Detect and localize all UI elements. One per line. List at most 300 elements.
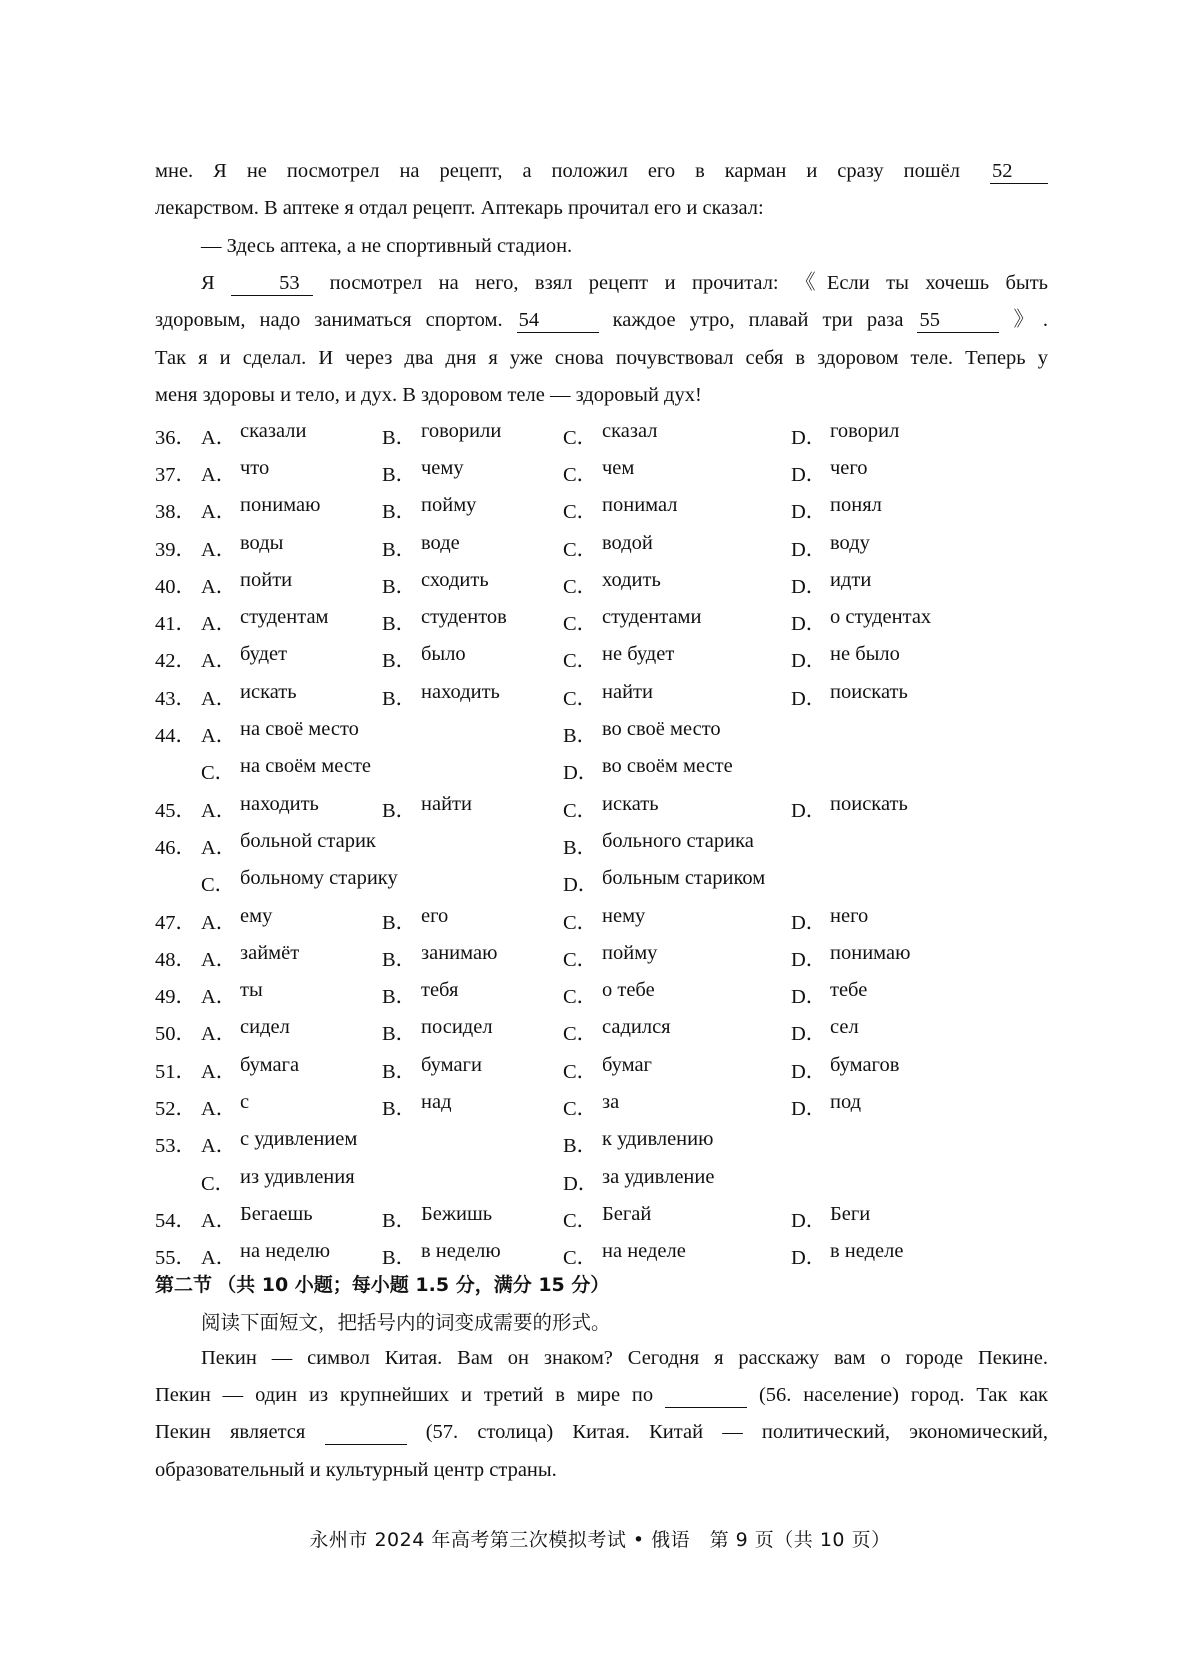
- option-d: [791, 1054, 1021, 1084]
- option-text: не будет: [602, 643, 675, 666]
- option-letter: C．: [563, 986, 598, 1009]
- option-letter: D．: [791, 948, 827, 971]
- option-letter: A．: [201, 836, 237, 859]
- blank-56: [665, 1385, 747, 1408]
- option-letter: B．: [382, 613, 417, 636]
- passage-line-1: [155, 153, 1048, 191]
- option-letter: C．: [201, 874, 236, 897]
- option-a: [201, 494, 382, 524]
- option-c: [201, 755, 563, 785]
- option-c: [563, 681, 791, 711]
- passage-text: Пекин является: [155, 1421, 306, 1443]
- option-letter: C．: [563, 799, 598, 822]
- question-number: 38．: [155, 501, 196, 524]
- passage-text: Пекин — один из крупнейших и третий в мире по: [155, 1384, 654, 1406]
- option-letter: C．: [201, 762, 236, 785]
- option-text: о тебе: [602, 979, 655, 1002]
- blank-57: [325, 1422, 407, 1445]
- question-row: [155, 1199, 1048, 1236]
- question-row: [155, 826, 1048, 863]
- option-letter: B．: [563, 836, 598, 859]
- question-number: 52．: [155, 1097, 196, 1120]
- option-d: [563, 755, 983, 785]
- option-text: нему: [602, 904, 646, 927]
- option-text: понимал: [602, 494, 678, 517]
- option-d: [791, 606, 1021, 636]
- option-d: [791, 643, 1021, 673]
- question-number: 55．: [155, 1247, 196, 1270]
- option-text: чему: [421, 456, 464, 479]
- option-text: ты: [240, 979, 263, 1002]
- option-text: искать: [240, 680, 297, 703]
- passage-line-2: лекарством. В аптеке я отдал рецепт. Аптекарь прочитал его и сказал:: [155, 197, 764, 219]
- option-letter: A．: [201, 1209, 237, 1232]
- option-a: [201, 569, 382, 599]
- question-list: [155, 416, 1048, 1274]
- option-a: [201, 532, 382, 562]
- option-a: [201, 643, 382, 673]
- question-number: 48．: [155, 948, 196, 971]
- passage-line-4: [155, 265, 1048, 303]
- option-text: понимаю: [830, 941, 911, 964]
- option-d: [791, 942, 1021, 972]
- option-letter: C．: [563, 501, 598, 524]
- option-letter: C．: [563, 1060, 598, 1083]
- question-row: [155, 453, 1048, 490]
- section-label: 第二节: [155, 1274, 213, 1296]
- option-a: [201, 979, 382, 1009]
- option-a: [201, 1240, 382, 1270]
- option-c: [563, 532, 791, 562]
- option-letter: A．: [201, 1135, 237, 1158]
- option-text: студентов: [421, 606, 507, 629]
- option-text: Беги: [830, 1202, 871, 1225]
- option-d: [791, 420, 1021, 450]
- passage-text: мне. Я не посмотрел на рецепт, а положил его в карман и сразу пошёл: [155, 160, 960, 182]
- passage-text: (56. население) город. Так как: [758, 1384, 1049, 1406]
- passage-line-3: — Здесь аптека, а не спортивный стадион.: [201, 235, 573, 257]
- option-d: [791, 793, 1021, 823]
- option-text: о студентах: [830, 606, 932, 629]
- option-b: [382, 793, 563, 823]
- option-text: тебя: [421, 979, 459, 1002]
- option-letter: A．: [201, 725, 237, 748]
- passage-line-7: меня здоровы и тело, и дух. В здоровом теле — здоровый дух!: [155, 384, 702, 406]
- option-text: пойму: [421, 494, 477, 517]
- option-letter: C．: [563, 1023, 598, 1046]
- question-number: 40．: [155, 575, 196, 598]
- option-letter: A．: [201, 650, 237, 673]
- option-text: понимаю: [240, 494, 321, 517]
- passage-line-6: Так я и сделал. И через два дня я уже снова почувствовал себя в здоровом теле. Теперь у: [155, 347, 1048, 369]
- question-number: 45．: [155, 799, 196, 822]
- option-text: Бегай: [602, 1202, 652, 1225]
- option-a: [201, 1016, 382, 1046]
- option-a: [201, 1054, 382, 1084]
- option-letter: B．: [382, 1097, 417, 1120]
- option-text: него: [830, 904, 869, 927]
- option-letter: C．: [563, 613, 598, 636]
- question-row: [155, 975, 1048, 1012]
- option-c: [563, 1240, 791, 1270]
- option-letter: C．: [563, 538, 598, 561]
- option-text: находить: [421, 680, 500, 703]
- question-row: [155, 602, 1048, 639]
- option-text: Бежишь: [421, 1202, 493, 1225]
- option-b: [563, 1128, 983, 1158]
- option-d: [563, 1166, 983, 1196]
- question-number: 44．: [155, 725, 196, 748]
- question-row: [155, 789, 1048, 826]
- page-footer: 永州市 2024 年高考第三次模拟考试 • 俄语 第 9 页（共 10 页）: [309, 1529, 891, 1551]
- option-a: [201, 457, 382, 487]
- option-letter: D．: [791, 687, 827, 710]
- option-text: за удивление: [602, 1165, 715, 1188]
- option-text: найти: [602, 680, 653, 703]
- option-letter: C．: [563, 463, 598, 486]
- option-text: на неделе: [602, 1240, 686, 1263]
- option-text: над: [421, 1090, 452, 1113]
- option-letter: A．: [201, 613, 237, 636]
- blank-53: 53: [231, 273, 313, 296]
- question-row: [155, 416, 1048, 453]
- option-d: [791, 569, 1021, 599]
- option-text: его: [421, 904, 449, 927]
- question-row: [155, 901, 1048, 938]
- passage-text: посмотрел на него, взял рецепт и прочитал: 《Если ты хочешь быть: [329, 272, 1049, 294]
- option-text: во своём месте: [602, 755, 733, 778]
- option-text: бумаги: [421, 1053, 482, 1076]
- option-c: [563, 905, 791, 935]
- question-row: [155, 491, 1048, 528]
- option-letter: A．: [201, 1060, 237, 1083]
- option-letter: D．: [791, 538, 827, 561]
- option-a: [201, 606, 382, 636]
- passage-text: здоровым, надо заниматься спортом.: [155, 309, 503, 331]
- option-a: [201, 1203, 382, 1233]
- section-scoring: （共 10 小题；每小题 1.5 分，满分 15 分）: [217, 1274, 610, 1296]
- option-a: [201, 942, 382, 972]
- question-number: 50．: [155, 1023, 196, 1046]
- question-number: 42．: [155, 650, 196, 673]
- option-letter: A．: [201, 687, 237, 710]
- option-text: больного старика: [602, 829, 754, 852]
- option-letter: A．: [201, 948, 237, 971]
- option-letter: C．: [563, 1247, 598, 1270]
- question-number: 53．: [155, 1135, 196, 1158]
- option-text: сел: [830, 1016, 859, 1039]
- option-letter: C．: [563, 1209, 598, 1232]
- option-text: чего: [830, 456, 868, 479]
- option-letter: D．: [791, 1209, 827, 1232]
- question-number: 43．: [155, 687, 196, 710]
- option-text: с удивлением: [240, 1128, 358, 1151]
- option-letter: D．: [791, 426, 827, 449]
- option-letter: D．: [563, 762, 599, 785]
- option-letter: A．: [201, 538, 237, 561]
- option-letter: B．: [382, 650, 417, 673]
- question-number: 54．: [155, 1209, 196, 1232]
- option-letter: A．: [201, 911, 237, 934]
- option-letter: D．: [791, 575, 827, 598]
- option-text: что: [240, 456, 270, 479]
- option-b: [382, 420, 563, 450]
- option-c: [201, 1166, 563, 1196]
- option-c: [563, 494, 791, 524]
- option-letter: B．: [382, 575, 417, 598]
- option-text: сидел: [240, 1016, 290, 1039]
- blank-55: 55: [917, 310, 999, 333]
- option-letter: A．: [201, 1097, 237, 1120]
- option-c: [563, 1016, 791, 1046]
- question-number: 39．: [155, 538, 196, 561]
- option-letter: B．: [563, 1135, 598, 1158]
- question-row: [155, 528, 1048, 565]
- question-row-cont: [155, 752, 1048, 789]
- option-letter: D．: [791, 613, 827, 636]
- question-row-cont: [155, 864, 1048, 901]
- option-c: [563, 1054, 791, 1084]
- passage-text: 》.: [1013, 309, 1048, 331]
- option-text: понял: [830, 494, 882, 517]
- option-b: [382, 532, 563, 562]
- passage-line-5: [155, 302, 1048, 340]
- option-b: [382, 681, 563, 711]
- option-d: [791, 681, 1021, 711]
- option-d: [791, 1091, 1021, 1121]
- option-c: [563, 643, 791, 673]
- option-b: [382, 643, 563, 673]
- option-text: занимаю: [421, 941, 498, 964]
- option-letter: B．: [382, 986, 417, 1009]
- option-text: студентами: [602, 606, 702, 629]
- option-letter: D．: [791, 1247, 827, 1270]
- option-text: воды: [240, 531, 284, 554]
- passage2-line-4: образовательный и культурный центр страны.: [155, 1459, 557, 1481]
- option-letter: A．: [201, 1247, 237, 1270]
- option-text: ему: [240, 904, 273, 927]
- option-text: воду: [830, 531, 870, 554]
- option-text: чем: [602, 456, 635, 479]
- option-a: [201, 420, 382, 450]
- option-text: Бегаешь: [240, 1202, 313, 1225]
- option-letter: B．: [382, 799, 417, 822]
- option-d: [791, 905, 1021, 935]
- option-text: поискать: [830, 680, 908, 703]
- option-text: садился: [602, 1016, 671, 1039]
- question-number: 47．: [155, 911, 196, 934]
- option-c: [563, 942, 791, 972]
- option-letter: D．: [791, 501, 827, 524]
- option-text: на своё место: [240, 718, 359, 741]
- option-d: [791, 457, 1021, 487]
- option-text: водой: [602, 531, 653, 554]
- option-text: говорили: [421, 419, 502, 442]
- option-letter: C．: [563, 948, 598, 971]
- option-text: займёт: [240, 941, 300, 964]
- option-c: [563, 569, 791, 599]
- option-letter: C．: [563, 575, 598, 598]
- option-letter: D．: [791, 986, 827, 1009]
- option-a: [201, 1091, 382, 1121]
- question-row: [155, 1125, 1048, 1162]
- option-b: [563, 718, 983, 748]
- option-letter: C．: [563, 426, 598, 449]
- option-text: бумагов: [830, 1053, 900, 1076]
- option-c: [563, 1203, 791, 1233]
- option-letter: D．: [791, 1023, 827, 1046]
- option-c: [563, 420, 791, 450]
- option-d: [791, 494, 1021, 524]
- option-b: [382, 1091, 563, 1121]
- option-text: было: [421, 643, 466, 666]
- option-letter: D．: [791, 1097, 827, 1120]
- option-b: [382, 1240, 563, 1270]
- option-letter: D．: [791, 911, 827, 934]
- option-letter: C．: [201, 1172, 236, 1195]
- option-b: [382, 942, 563, 972]
- option-d: [791, 979, 1021, 1009]
- question-number: 49．: [155, 986, 196, 1009]
- option-text: под: [830, 1090, 862, 1113]
- option-text: пойму: [602, 941, 658, 964]
- question-row: [155, 677, 1048, 714]
- option-text: бумага: [240, 1053, 300, 1076]
- option-letter: A．: [201, 426, 237, 449]
- option-text: говорил: [830, 419, 900, 442]
- option-text: посидел: [421, 1016, 493, 1039]
- option-b: [382, 1054, 563, 1084]
- option-text: поискать: [830, 792, 908, 815]
- option-a: [201, 793, 382, 823]
- passage-text: каждое утро, плавай три раза: [612, 309, 904, 331]
- option-letter: B．: [382, 1060, 417, 1083]
- option-text: найти: [421, 792, 472, 815]
- option-text: сказал: [602, 419, 658, 442]
- option-b: [382, 606, 563, 636]
- option-letter: C．: [563, 911, 598, 934]
- option-a: [201, 830, 563, 860]
- blank-52: 52: [990, 161, 1048, 184]
- option-text: идти: [830, 568, 872, 591]
- option-c: [563, 1091, 791, 1121]
- option-d: [791, 532, 1021, 562]
- option-text: за: [602, 1090, 620, 1113]
- option-text: во своё место: [602, 718, 721, 741]
- option-letter: A．: [201, 799, 237, 822]
- option-a: [201, 718, 563, 748]
- question-number: 41．: [155, 613, 196, 636]
- option-text: находить: [240, 792, 319, 815]
- option-text: пойти: [240, 568, 293, 591]
- option-d: [791, 1203, 1021, 1233]
- option-a: [201, 681, 382, 711]
- option-c: [563, 457, 791, 487]
- question-row: [155, 1013, 1048, 1050]
- section-instruction: 阅读下面短文，把括号内的词变成需要的形式。: [201, 1311, 611, 1334]
- option-letter: D．: [563, 874, 599, 897]
- passage-text: (57. столица) Китая. Китай — политический, экономический,: [425, 1421, 1049, 1443]
- option-b: [382, 494, 563, 524]
- question-row: [155, 565, 1048, 602]
- question-row: [155, 1237, 1048, 1274]
- section-title: [155, 1270, 609, 1297]
- option-b: [382, 1203, 563, 1233]
- option-text: студентам: [240, 606, 329, 629]
- question-row: [155, 714, 1048, 751]
- option-a: [201, 905, 382, 935]
- option-letter: D．: [791, 799, 827, 822]
- option-b: [382, 1016, 563, 1046]
- option-b: [382, 979, 563, 1009]
- option-b: [382, 457, 563, 487]
- option-text: тебе: [830, 979, 868, 1002]
- question-number: 36．: [155, 426, 196, 449]
- option-letter: D．: [563, 1172, 599, 1195]
- option-text: к удивлению: [602, 1128, 714, 1151]
- option-d: [563, 867, 983, 897]
- option-c: [563, 606, 791, 636]
- option-text: на неделю: [240, 1240, 331, 1263]
- option-text: сказали: [240, 419, 307, 442]
- option-letter: B．: [382, 463, 417, 486]
- option-letter: B．: [382, 1247, 417, 1270]
- question-number: 37．: [155, 463, 196, 486]
- option-text: на своём месте: [240, 755, 372, 778]
- question-row-cont: [155, 1162, 1048, 1199]
- option-text: воде: [421, 531, 460, 554]
- option-c: [563, 793, 791, 823]
- option-letter: A．: [201, 986, 237, 1009]
- option-letter: D．: [791, 463, 827, 486]
- option-text: больной старик: [240, 829, 376, 852]
- option-letter: B．: [382, 501, 417, 524]
- option-letter: A．: [201, 575, 237, 598]
- option-text: не было: [830, 643, 900, 666]
- option-d: [791, 1240, 1021, 1270]
- option-letter: C．: [563, 650, 598, 673]
- question-row: [155, 938, 1048, 975]
- option-letter: B．: [382, 687, 417, 710]
- option-letter: C．: [563, 687, 598, 710]
- option-c: [201, 867, 563, 897]
- option-letter: B．: [382, 538, 417, 561]
- option-text: из удивления: [240, 1165, 355, 1188]
- option-b: [563, 830, 983, 860]
- option-letter: A．: [201, 463, 237, 486]
- passage2-line-1: Пекин — символ Китая. Вам он знаком? Сегодня я расскажу вам о городе Пекине.: [201, 1347, 1048, 1369]
- option-text: сходить: [421, 568, 489, 591]
- option-text: в неделю: [421, 1240, 501, 1263]
- option-letter: A．: [201, 501, 237, 524]
- option-text: бумаг: [602, 1053, 652, 1076]
- option-text: в неделе: [830, 1240, 904, 1263]
- question-row: [155, 1050, 1048, 1087]
- option-text: искать: [602, 792, 659, 815]
- option-letter: C．: [563, 1097, 598, 1120]
- option-d: [791, 1016, 1021, 1046]
- question-number: 51．: [155, 1060, 196, 1083]
- option-letter: B．: [382, 426, 417, 449]
- option-letter: B．: [382, 1209, 417, 1232]
- option-text: больным стариком: [602, 867, 766, 890]
- option-letter: A．: [201, 1023, 237, 1046]
- option-text: с: [240, 1090, 250, 1113]
- option-text: ходить: [602, 568, 661, 591]
- blank-54: 54: [517, 310, 599, 333]
- passage2-line-2: [155, 1377, 1048, 1415]
- option-letter: B．: [382, 911, 417, 934]
